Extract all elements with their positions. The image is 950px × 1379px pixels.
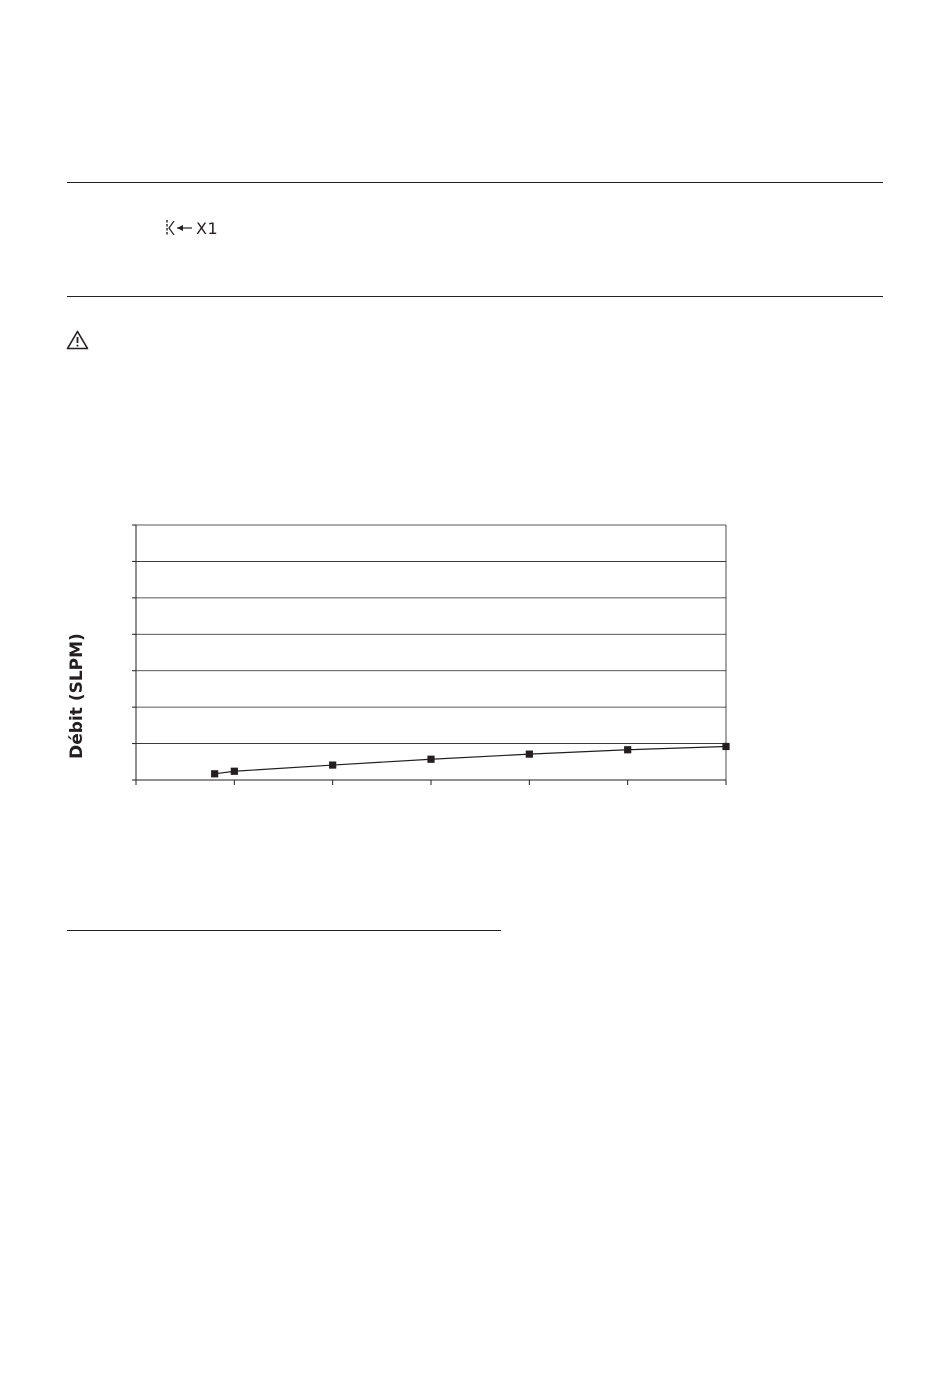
series-line-0 xyxy=(215,746,726,773)
flow-chart xyxy=(0,500,950,820)
data-point-0-3 xyxy=(427,756,434,763)
footnote-divider xyxy=(67,930,501,931)
top-divider xyxy=(67,182,883,183)
chart-series xyxy=(211,743,730,778)
flow-arrow-symbol-icon xyxy=(164,218,194,238)
warning-triangle-icon xyxy=(66,330,89,350)
data-point-0-0 xyxy=(211,770,218,777)
chart-gridlines xyxy=(136,525,726,780)
data-point-0-5 xyxy=(624,746,631,753)
data-point-0-6 xyxy=(722,743,729,750)
section-divider xyxy=(67,296,883,297)
chart-canvas xyxy=(0,500,950,820)
data-point-0-4 xyxy=(526,751,533,758)
symbol-row xyxy=(164,217,218,239)
chart-axes xyxy=(132,525,726,785)
data-point-0-2 xyxy=(329,761,336,768)
y-axis-label: Débit (SLPM) xyxy=(67,633,87,759)
data-point-0-1 xyxy=(231,768,238,775)
symbol-label: X1 xyxy=(196,218,219,238)
